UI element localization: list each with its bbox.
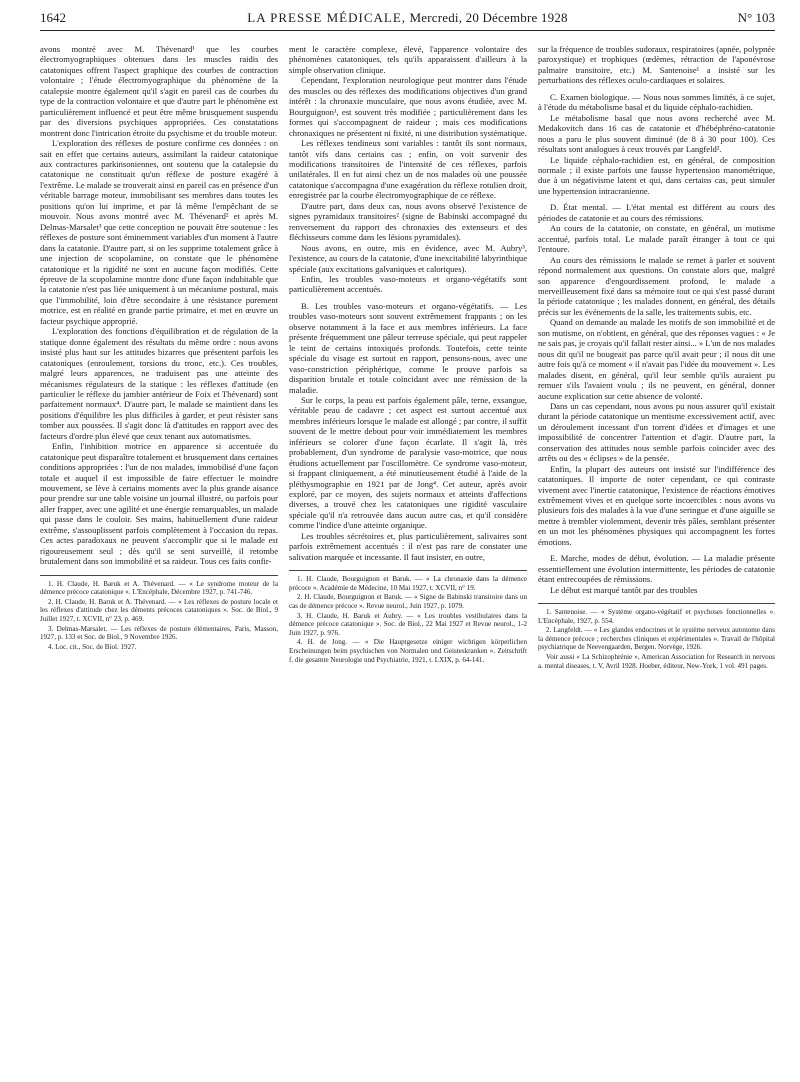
text-column-3 [538,44,775,671]
paragraph: Les troubles sécrétoires et, plus particulièrement, salivaires sont parfois extrêmement accentués : il n'est pas rare de constater une salivation marquée et incessante. Il faut insister, en outre, [289,530,527,562]
paragraph: Les réflexes tendineux sont variables : tantôt ils sont normaux, tantôt vifs dans certains cas ; enfin, on voit survenir des modifications transitoires de l'intensité de ces réflexes, parfois unilatérales. Il en fut ainsi chez un de nos malades où une poussée catatonique s'accompagna d'une exagération du réflexe rotulien droit, enregistrée par la courbe électromyographique de ce réflexe. [289,138,527,201]
paragraph: D'autre part, dans deux cas, nous avons observé l'existence de signes pyramidaux transitoires² (signe de Babinski accompagné du renversement du rapport des chronaxies des extenseurs et des fléchisseurs comme dans les lésions pyramidales). [289,200,527,243]
journal-title-line [40,10,775,26]
section-paragraph: D. État mental. — L'état mental est différent au cours des périodes de catatonie et au cours des rémissions. [538,202,775,223]
footnote: 2. H. Claude, Bourguignon et Baruk. — « Signe de Babinski transitoire dans un cas de démence précoce ». Revue neurol., Juin 1927, p. 1079. [289,593,527,610]
paragraph: Sur le corps, la peau est parfois également pâle, terne, exsangue, véritable peau de cadavre ; cet aspect est surtout accentué aux membres inférieurs lorsque le malade est allongé ; par contre, il suffit souvent de le mettre debout pour voir immédiatement les membres inférieurs se colorer d'une façon écarlate. Il s'agit là, très probablement, d'un syndrome de paralysie vaso-motrice, que nous étudions actuellement par l'oscillomètre. Ce syndrome vaso-moteur, si frappant cliniquement, a été minutieusement étudié à l'aide de la pléthysmographie en 1921 par de Jong⁴. Cet auteur, après avoir exploré, par ce moyen, des sujets normaux et atteints d'affections diverses, a trouvé chez les catatoniques une rigidité vasculaire spéciale qu'il n'a retrouvée dans aucun autre cas, et qu'il considère comme l'indice d'une atteinte organique. [289,394,527,531]
footnote: 4. Loc. cit., Soc. de Biol. 1927. [48,642,137,651]
paragraph: Au cours de la catatonie, on constate, en général, un mutisme accentué, parfois total. Le malade paraît étranger à tout ce qui l'entoure. [538,223,775,255]
paragraph: L'exploration des réflexes de posture confirme ces données : on sait en effet que certains auteurs, assimilant la raideur catatonique aux contractures parkinsoniennes, ont soutenu que la catalepsie du catatonique ne constituait qu'un réflexe de posture exagéré à l'extrême. Le malade se trouverait ainsi en pareil cas en présence d'un véritable barrage moteur, immobilisant ses membres dans toutes les positions qu'on lui imprime, et par là même l'empêchant de se mouvoir. Nous avons montré avec M. Thévenard² et après M. Delmas-Marsalet³ que cette conception ne pouvait être soutenue : les réflexes de posture sont éminemment variables d'un moment à l'autre dans la catatonie. D'autre part, si on les supprime totalement grâce à une injection de scopolamine, on constate que le phénomène catatonique et la rigidité ne sont en aucune façon modifiés. Cette épreuve de la scopolamine montre donc d'une façon indubitable que la catatonie n'est pas liée uniquement à un mécanisme postural, mais que l'immobilité, loin d'être secondaire à une résistance purement motrice, est en réalité en grande partie primaire, et met en œuvre un facteur psychique approprié. [40,138,279,326]
paragraph: Nous avons, en outre, mis en évidence, avec M. Aubry³, l'existence, au cours de la catatonie, d'une inexcitabilité labyrinthique spéciale (aux excitations galvaniques et caloriques). [289,242,527,274]
footnotes [289,570,527,664]
footnote: 3. Delmas-Marsalet. — Les réflexes de posture élémentaires, Paris, Masson, 1927, p. 133 et Soc. de Biol., 9 Novembre 1926. [40,624,278,642]
paragraph: Enfin, l'inhibition motrice en apparence si accentuée du catatonique peut disparaître totalement et brusquement dans certaines conditions appropriées : l'un de nos malades, immobilisé d'une façon totale et auquel il est impossible de faire effectuer le moindre mouvement, se lève à certains moments avec la plus grande aisance pour prendre sur une table voisine un journal illustré, ou parfois pour aller frapper, avec une agilité et une énergie remarquables, un malade qui passe dans le couloir. Ses mains, habituellement d'une raideur extrême, s'assouplissent parfois complètement à l'occasion du repas. Ces actes paradoxaux ne peuvent s'accomplir que si le malade est rigoureusement seul ; dès qu'il se sent surveillé, il retombe brutalement dans son immobilité et sa raideur. Tous ces faits confir- [40,441,278,567]
footnote: 1. H. Claude, Bourguignon et Baruk. — « La chronaxie dans la démence précoce ». Académie de Médecine, 10 Mai 1927, t. XCVII, n° 19. [289,575,527,592]
text-column-2 [289,44,527,665]
paragraph: Le début est marqué tantôt par des troubles [550,584,698,595]
paragraph: Au cours des rémissions le malade se remet à parler et souvent répond normalement aux questions. On constate alors que, malgré son apparence d'engourdissement profond, le malade a merveilleusement fixé dans sa mémoire tout ce qui s'est passé durant la période catatonique ; les malades donnent, en général, des détails précis sur les événements de la salle, les traitements subis, etc. [538,254,775,317]
section-paragraph: B. Les troubles vaso-moteurs et organo-végétatifs. — Les troubles vaso-moteurs sont souvent extrêmement frappants ; on les observe notamment à la face et aux membres inférieurs. La face présente fréquemment une pâleur terreuse spéciale, qui peut rappeler le teint de certains intoxiqués profonds. Toutefois, cette teinte spéciale du visage est surtout en rapport, pensons-nous, avec une vaso-constriction périphérique, comme le prouve parfois sa disparition brutale et totale coïncidant avec une rémission de la maladie. [289,300,527,395]
page-number: 1642 [40,10,66,25]
paragraph: Quand on demande au malade les motifs de son immobilité et de son mutisme, on n'obtient, en général, que des réponses vagues : « Je ne sais pas, je croyais qu'il fallait rester ainsi... » L'un de nos malades nous dit qu'il ne bougeait pas parce qu'il avait peur ; il nous dit une autre fois qu'à ce moment « il n'avait pas l'idée du mouvement ». Les malades disent, en général, qu'il leur semble qu'ils auraient pu remuer s'ils l'avaient voulu ; ils ne peuvent, en général, donner aucune explication sur cette absence de volonté. [538,317,775,401]
paragraph: ment le caractère complexe, élevé, l'apparence volontaire des phénomènes catatoniques, tels qu'ils apparaissent d'ailleurs à la simple observation clinique. [289,44,527,75]
section-paragraph: E. Marche, modes de début, évolution. — La maladie présente essentiellement une évolution intermittente, les périodes de catatonie étant entrecoupées de rémissions. [538,553,775,585]
column-body [289,44,527,562]
paragraph: Dans un cas cependant, nous avons pu nous assurer qu'il existait durant la période catatonique un mentisme excessivement actif, avec un déroulement incessant d'un torrent d'idées et d'images et une impossibilité de concentrer l'attention et d'agir. D'autre part, la conservation des attitudes nous semble parfois coïncider avec des arrêts ou des « éclipses » de la pensée. [538,400,775,464]
footnotes [538,603,775,670]
issue-date: Mercredi, 20 Décembre 1928 [409,10,568,25]
paragraph: sur la fréquence de troubles sudoraux, respiratoires (apnée, polypnée paroxystique) et trophiques (œdèmes, rétraction de l'aponévrose palmaire transitoire, etc.) M. Santenoise¹ a insisté sur les perturbations des réflexes oculo-cardiaques et solaires. [538,44,775,86]
paragraph: L'exploration des fonctions d'équilibration et de régulation de la statique donne également des résultats du même ordre : nous avons insisté plus haut sur les attitudes bizarres que présentent parfois les catatoniques (enroulement, torsions du tronc, etc.). Ces troubles, malgré leurs apparences, ne traduisent pas une atteinte des mécanismes régulateurs de la statique : les réflexes d'attitude (en particulier le réflexe du jambier antérieur de Foix et Thévenard) sont parfaitement normaux⁴. D'autre part, le malade se maintient dans les positions d'équilibre les plus difficiles à garder, et peut résister sans tomber aux poussées. Il s'agit donc là d'attitudes en rapport avec des facteurs d'ordre plus élevé que ceux tenant aux automatismes. [40,326,278,441]
column-body [538,44,775,595]
footnotes [40,575,278,652]
footnote: 1. Santenoise. — « Système organo-végétatif et psychoses fonctionnelles ». L'Encéphale, 1927, p. 554. [538,608,775,625]
paragraph: Enfin, la plupart des auteurs ont insisté sur l'indifférence des catatoniques. Il importe de noter cependant, ce qui contraste vivement avec l'inertie catatonique, l'existence de réactions émotives extrêmement vives et en quelque sorte incoercibles : nous avons vu plusieurs fois des malades à la vue d'une seringue et d'une aiguille se mettre à trembler violemment, devenir très pâles, semblant présenter en un mot les phénomènes physiques qui accompagnent les fortes émotions. [538,463,775,547]
footnote: 3. H. Claude, H. Baruk et Aubry. — « Les troubles vestibulaires dans la démence précoce catatonique ». Soc. de Biol., 22 Mai 1927 et Revue neurol., 1-2 Juin 1927, p. 976. [289,611,527,637]
footnote: 4. H. de Jong. — « Die Hauptgesetze einiger wichtigen körperlichen Erscheinungen beim psychischen von Normalen und Geisteskranken ». Zeitschrift f. die gesamte Neurologie und Psychiatrie, 1921, t. LXIX, p. 64-141. [289,638,527,664]
section-paragraph: C. Examen biologique. — Nous nous sommes limités, à ce sujet, à l'étude du métabolisme basal et du liquide céphalo-rachidien. [538,91,775,113]
paragraph: Le liquide céphalo-rachidien est, en général, de composition normale ; il existe parfois une fausse hypertension manométrique, due à un négativisme latent et qui, dans certains cas, peut simuler une hypertension intracranienne. [538,154,775,196]
issue-number: N° 103 [737,10,775,25]
journal-name: LA PRESSE MÉDICALE, [247,10,407,25]
column-body [40,44,278,567]
running-header [40,10,775,31]
footnote: 1. H. Claude, H. Baruk et A. Thévenard. — « Le syndrome moteur de la démence précoce catatonique ». L'Encéphale, Décembre 1927, p. 741-746. [40,579,278,597]
paragraph: Le métabolisme basal que nous avons recherché avec M. Medakovitch dans 16 cas de catatonie et d'hébéphréno-catatonie nous a paru le plus souvent diminué (de 8 à 30 pour 100). Ces résultats sont analogues à ceux trouvés par Langfeld². [538,112,775,155]
footnote: 2. H. Claude, H. Baruk et A. Thévenard. — « Les réflexes de posture locale et les réflexes d'attitude chez les déments précoces catatoniques ». Soc. de Biol., 9 Juillet 1927, t. XCVII, n° 23, p. 469. [40,597,278,624]
text-column-1 [40,44,278,652]
footnote: Voir aussi « La Schizophrénie », American Association for Research in nervous a. mental diseases, t. V, Avril 1928. Hoeber, éditeur, New-York, 1 vol. 491 pages. [538,653,775,670]
footnote: 2. Langfeldt. — « Les glandes endocrines et le système nerveux autonome dans la démence précoce ; recherches cliniques et expérimentales ». Travail de l'hôpital psychiatrique de Neevengaarden, Bergen. Norvège, 1926. [538,626,775,652]
paragraph: Cependant, l'exploration neurologique peut montrer dans l'étude des muscles ou des réflexes des modifications objectives d'un grand intérêt : la chronaxie musculaire, que nous avons étudiée, avec M. Bourguignon¹, est souvent très modifiée ; particulièrement dans les formes qui s'accompagnent de raideur ; mais ces modifications chronaxiques ne présentent ni fixité, ni une distribution systématique. [289,75,527,138]
paragraph: avons montré avec M. Thévenard¹ que les courbes électromyographiques obtenues dans les muscles raidis des catatoniques offrent l'aspect graphique des courbes de contraction volontaire ; l'étude électromyographique du phénomène de la catalepsie montre également qu'il s'agit en pareil cas de courbes du type de la contraction volontaire et que d'autre part le phénomène est particulièrement influencé et peut être même brusquement suspendu par des diversions psychiques appropriées. Ces constatations montrent donc l'intrication étroite du psychisme et du trouble moteur. [40,44,278,138]
paragraph: Enfin, les troubles vaso-moteurs et organo-végétatifs sont particulièrement accentués. [289,273,527,295]
